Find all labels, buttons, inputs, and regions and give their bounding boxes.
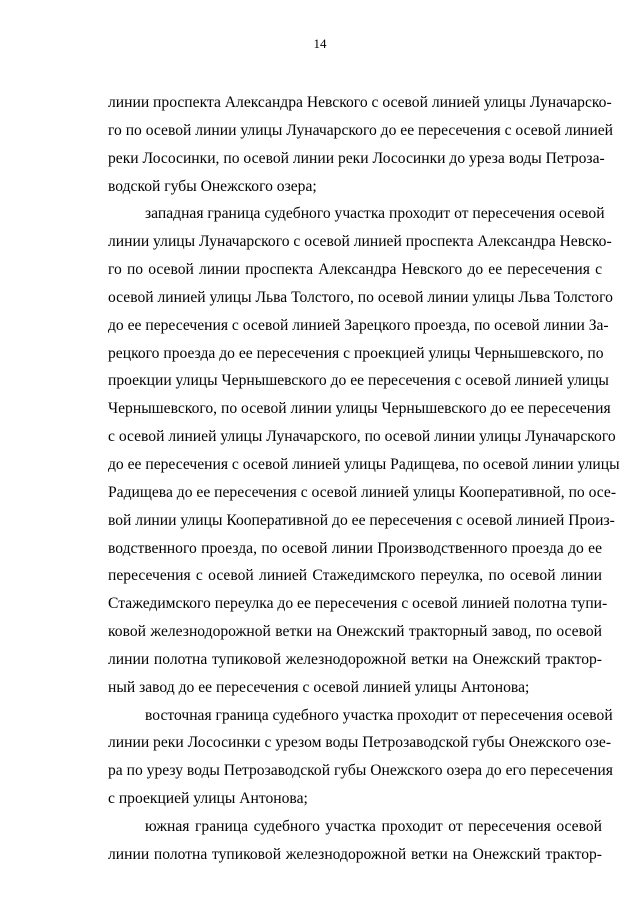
document-body bbox=[108, 89, 620, 869]
text-line: до ее пересечения с осевой линией Зарецкого проезда, по осевой линии За- bbox=[108, 316, 609, 334]
text-line: пересечения с осевой линией Стажедимского переулка, по осевой линии bbox=[108, 567, 602, 585]
text-line: водской губы Онежского озера; bbox=[108, 177, 317, 195]
text-line: восточная граница судебного участка проходит от пересечения осевой bbox=[145, 706, 613, 724]
text-line: ковой железнодорожной ветки на Онежский тракторный завод, по осевой bbox=[108, 623, 602, 641]
page-number: 14 bbox=[313, 36, 327, 51]
text-line: Радищева до ее пересечения с осевой линией улицы Кооперативной, по осе- bbox=[108, 483, 617, 501]
text-line: рецкого проезда до ее пересечения с проекцией улицы Чернышевского, по bbox=[108, 344, 604, 362]
text-line: реки Лососинки, по осевой линии реки Лососинки до уреза воды Петроза- bbox=[108, 149, 605, 167]
text-line: осевой линией улицы Льва Толстого, по осевой линии улицы Льва Толстого bbox=[108, 288, 613, 306]
text-line: линии улицы Луначарского с осевой линией проспекта Александра Невско- bbox=[108, 233, 612, 251]
text-line: Чернышевского, по осевой линии улицы Чернышевского до ее пересечения bbox=[108, 400, 611, 418]
text-line: го по осевой линии проспекта Александра Невского до ее пересечения с bbox=[108, 261, 602, 279]
text-line: Стажедимского переулка до ее пересечения с осевой линией полотна тупи- bbox=[108, 595, 608, 613]
text-line: линии полотна тупиковой железнодорожной ветки на Онежский трактор- bbox=[108, 650, 602, 668]
text-line: с проекцией улицы Антонова; bbox=[108, 790, 308, 808]
text-line: водственного проезда, по осевой линии Производственного проезда до ее bbox=[108, 539, 602, 557]
text-line: линии полотна тупиковой железнодорожной ветки на Онежский трактор- bbox=[108, 845, 602, 863]
text-line: ный завод до ее пересечения с осевой линией улицы Антонова; bbox=[108, 678, 530, 696]
paragraph-3 bbox=[108, 702, 613, 813]
text-line: проекции улицы Чернышевского до ее пересечения с осевой линией улицы bbox=[108, 372, 609, 390]
paragraph-2 bbox=[108, 200, 620, 701]
text-line: с осевой линией улицы Луначарского, по осевой линии улицы Луначарского bbox=[108, 428, 616, 446]
text-line: линии реки Лососинки с урезом воды Петрозаводской губы Онежского озе- bbox=[108, 734, 612, 752]
paragraph-1 bbox=[108, 89, 613, 200]
text-line: южная граница судебного участка проходит от пересечения осевой bbox=[145, 817, 602, 835]
text-line: ра по урезу воды Петрозаводской губы Онежского озера до его пересечения bbox=[108, 762, 613, 780]
text-line: го по осевой линии улицы Луначарского до ее пересечения с осевой линией bbox=[108, 121, 613, 139]
text-line: западная граница судебного участка проходит от пересечения осевой bbox=[145, 205, 605, 223]
paragraph-4 bbox=[108, 813, 602, 869]
text-line: до ее пересечения с осевой линией улицы Радищева, по осевой линии улицы bbox=[108, 455, 620, 473]
text-line: линии проспекта Александра Невского с осевой линией улицы Луначарско- bbox=[108, 94, 612, 111]
text-line: вой линии улицы Кооперативной до ее пересечения с осевой линией Произ- bbox=[108, 511, 615, 529]
